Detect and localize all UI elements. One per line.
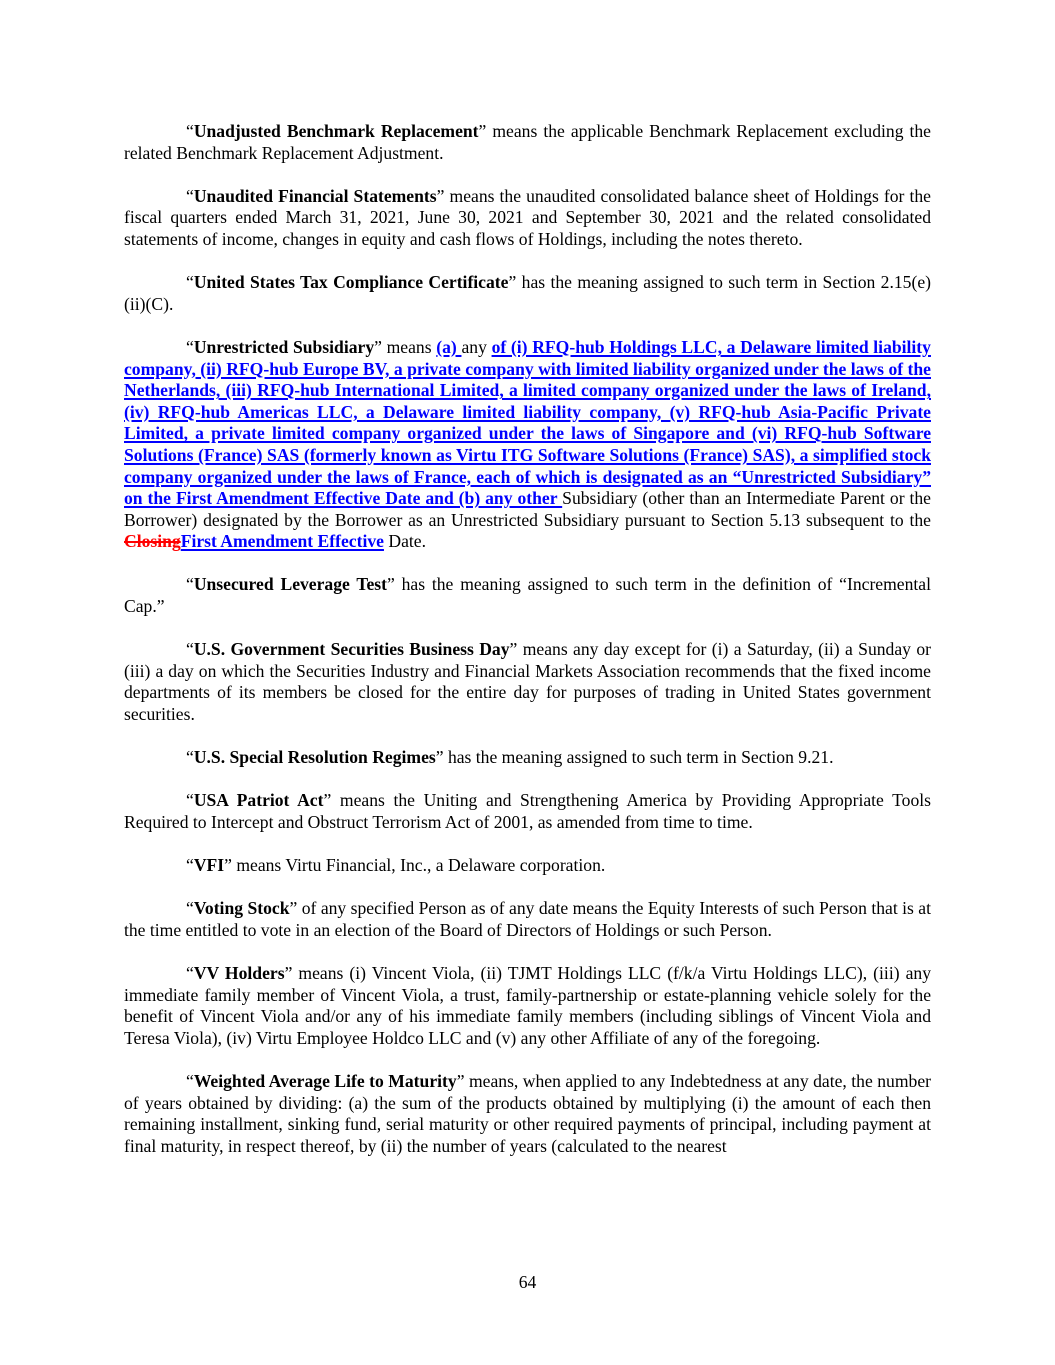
text-run: Subsidiary (other than an Intermediate Parent or the Borrower) designated by the Borrower as an Unrestricted Subsidiary pursuant to Section 5.13 subsequent to the (124, 488, 931, 530)
paragraph (124, 855, 931, 877)
text-run: “ (186, 121, 194, 141)
text-run: ” means the unaudited consolidated balance sheet of Holdings for the fiscal quarters ended March 31, 2021, June 30, 2021 and September 30, 2021 and the related consolidated statements of income, changes in equity and cash flows of Holdings, including the notes thereto. (124, 185, 931, 249)
text-run: “ (186, 1071, 194, 1092)
text-run: “ (186, 336, 194, 357)
text-run: “ (186, 185, 194, 206)
text-run: ” has the meaning assigned to such term in Section 2.15(e)(ii)(C). (124, 272, 931, 314)
paragraph (124, 1071, 931, 1157)
text-run: ” means any day except for (i) a Saturday, (ii) a Sunday or (iii) a day on which the Securities Industry and Financial Markets Association recommends that the fixed income departments of its members be closed for the entire day for purposes of trading in United States government securities. (124, 639, 931, 725)
text-run: “ (186, 790, 194, 811)
text-run: “ (186, 574, 194, 595)
text-run: ” has the meaning assigned to such term in the definition of “Incremental Cap.” (124, 574, 931, 617)
defined-term: USA Patriot Act (193, 790, 324, 811)
defined-term: Unsecured Leverage Test (193, 574, 387, 595)
text-run: “ (186, 963, 194, 984)
text-run: “ (186, 898, 194, 919)
defined-term: VV Holders (193, 963, 285, 984)
text-run: ” means the Uniting and Strengthening America by Providing Appropriate Tools Required to Intercept and Obstruct Terrorism Act of 2001, as amended from time to time. (124, 790, 931, 832)
inserted-text: First Amendment Effective (180, 531, 384, 552)
text-run: “ (186, 855, 194, 876)
paragraph (124, 121, 931, 164)
text-run: ” of any specified Person as of any date means the Equity Interests of such Person that is at the time entitled to vote in an election of the Board of Directors of Holdings or such Person. (124, 898, 931, 940)
defined-term: Unrestricted Subsidiary (193, 336, 375, 357)
text-run: ” means the applicable Benchmark Replacement excluding the related Benchmark Replacement Adjustment. (124, 121, 931, 163)
text-run: “ (186, 272, 194, 293)
defined-term: United States Tax Compliance Certificate (193, 272, 509, 293)
inserted-text: (a) (436, 336, 462, 357)
deleted-text: Closing (124, 531, 181, 552)
defined-term: Weighted Average Life to Maturity (193, 1071, 457, 1092)
paragraph (124, 574, 931, 617)
text-run: ” means (i) Vincent Viola, (ii) TJMT Holdings LLC (f/k/a Virtu Holdings LLC), (iii) any immediate family member of Vincent Viola, a trust, family-partnership or estate-planning vehicle solely for the benefit of Vincent Viola and/or any of his immediate family members (including siblings of Vincent Viola and Teresa Viola), (iv) Virtu Employee Holdco LLC and (v) any other Affiliate of any of the foregoing. (124, 963, 931, 1048)
defined-term: U.S. Government Securities Business Day (193, 639, 510, 660)
paragraph (124, 898, 931, 941)
text-run: “ (186, 747, 194, 768)
defined-term: Voting Stock (193, 898, 290, 919)
paragraph (124, 272, 931, 315)
defined-term: Unaudited Financial Statements (193, 185, 437, 206)
page-number: 64 (518, 1272, 537, 1292)
text-run: “ (186, 639, 194, 660)
defined-term: VFI (193, 855, 225, 876)
paragraph (124, 747, 931, 769)
document-body (124, 121, 931, 1158)
text-run: ” means Virtu Financial, Inc., a Delaware corporation. (224, 855, 606, 876)
paragraph (124, 186, 931, 251)
text-run: Date. (383, 531, 426, 552)
text-run: any (461, 336, 492, 357)
inserted-text: of (i) RFQ-hub Holdings LLC, a Delaware limited liability company, (ii) RFQ-hub Europe BV, a private company with limited liability organized under the laws of the Netherlands, (iii) RFQ-hub International Limited, a limited company organized under the laws of Ireland, (iv) RFQ-hub Americas LLC, a Delaware limited liability company, (v) RFQ-hub Asia-Pacific Private Limited, a private limited company organized under the laws of Singapore and (vi) RFQ-hub Software Solutions (France) SAS (formerly known as Virtu ITG Software Solutions (France) SAS), a simplified stock company organized under the laws of France, each of which is designated as an “Unrestricted Subsidiary” on the First Amendment Effective Date and (b) any other (124, 336, 931, 509)
text-run: ” means (374, 336, 437, 357)
text-run: ” means, when applied to any Indebtedness at any date, the number of years obtained by dividing: (a) the sum of the products obtained by multiplying (i) the amount of each then remaining installment, sinking fund, serial maturity or other required payments of principal, including payment at final maturity, in respect thereof, by (ii) the number of years (calculated to the nearest (124, 1071, 931, 1156)
defined-term: U.S. Special Resolution Regimes (193, 747, 436, 768)
paragraph (124, 337, 931, 553)
paragraph (124, 639, 931, 725)
paragraph (124, 963, 931, 1049)
defined-term: Unadjusted Benchmark Replacement (193, 121, 479, 141)
paragraph (124, 790, 931, 833)
text-run: ” has the meaning assigned to such term in Section 9.21. (435, 747, 834, 768)
